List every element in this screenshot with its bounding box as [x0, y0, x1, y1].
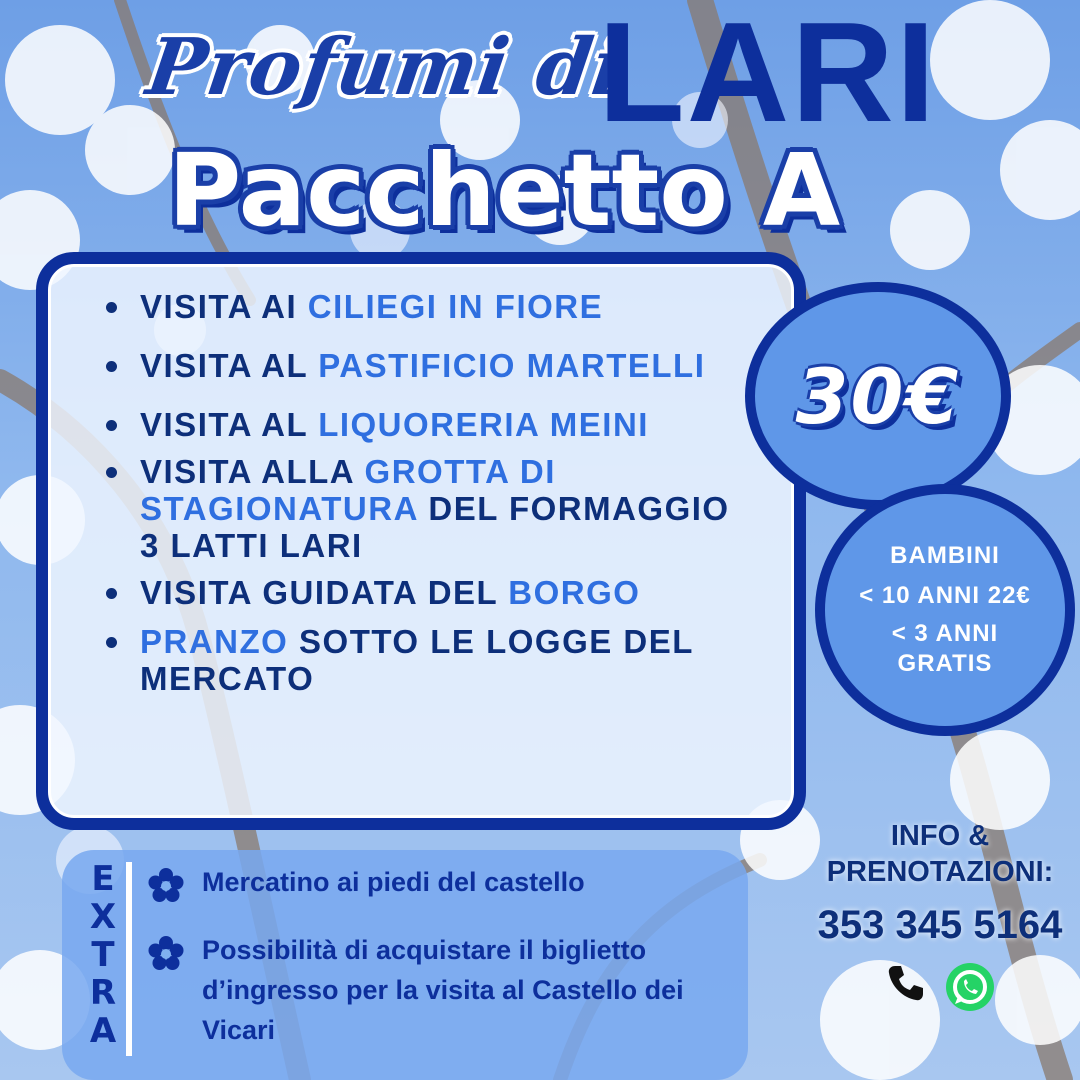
extra-letter: A — [89, 1011, 117, 1051]
activity-text: VISITA GUIDATA DEL — [140, 574, 509, 611]
extra-item — [146, 862, 726, 902]
activity-item — [100, 453, 760, 564]
kids-label: BAMBINI — [890, 542, 1000, 569]
activity-item — [100, 623, 760, 697]
extra-letter: R — [89, 973, 117, 1013]
activity-item — [100, 574, 760, 611]
contact-phone-number[interactable]: 353 345 5164 — [817, 903, 1063, 947]
flower-icon — [146, 866, 186, 906]
activity-item — [100, 288, 760, 325]
extra-item-text: Possibilità di acquistare il biglietto d’ingresso per la visita al Castello dei Vicari — [202, 935, 684, 1045]
extra-item — [146, 930, 726, 1050]
activity-highlight: GROTTA DI STAGIONATURA — [140, 453, 556, 527]
activity-highlight: CILIEGI IN FIORE — [307, 288, 604, 325]
extra-letter: X — [89, 897, 117, 937]
extra-list — [146, 862, 726, 1078]
whatsapp-icon[interactable] — [943, 960, 997, 1014]
extra-vertical-label — [88, 860, 118, 1050]
extra-item-text: Mercatino ai piedi del castello — [202, 867, 585, 897]
kids-price-badge — [815, 484, 1075, 736]
contact-info-line2: PRENOTAZIONI: — [826, 856, 1054, 888]
kids-under10-price: < 10 ANNI 22€ — [859, 582, 1031, 609]
price-badge — [745, 282, 1011, 510]
activity-highlight: LIQUORERIA MEINI — [318, 406, 649, 443]
kids-under3-price: GRATIS — [897, 650, 993, 677]
price-value: 30€ — [795, 351, 961, 441]
extra-divider — [126, 862, 132, 1056]
flower-icon — [146, 934, 186, 974]
activity-text: VISITA AL — [140, 406, 319, 443]
title-script: Profumi di — [141, 22, 630, 113]
activities-list — [100, 288, 760, 697]
extra-letter: E — [91, 859, 115, 899]
title-place: LARI — [598, 0, 938, 152]
activity-text: VISITA AI — [140, 288, 308, 325]
activity-item — [100, 406, 760, 443]
activity-text: VISITA AL — [140, 347, 319, 384]
kids-under3-label: < 3 ANNI — [891, 620, 999, 647]
activity-item — [100, 347, 760, 384]
extra-letter: T — [91, 935, 115, 975]
package-title: Pacchetto A — [168, 132, 841, 249]
activity-text: SOTTO LE LOGGE DEL MERCATO — [140, 623, 694, 697]
activity-highlight: BORGO — [508, 574, 641, 611]
activity-text: DEL FORMAGGIO 3 LATTI LARI — [140, 490, 730, 564]
phone-icon[interactable] — [883, 960, 929, 1014]
activity-highlight: PASTIFICIO MARTELLI — [318, 347, 706, 384]
activity-text: VISITA ALLA — [140, 453, 365, 490]
activity-highlight: PRANZO — [140, 623, 289, 660]
contact-block — [812, 818, 1068, 1014]
contact-info-line1: INFO & — [890, 820, 990, 852]
